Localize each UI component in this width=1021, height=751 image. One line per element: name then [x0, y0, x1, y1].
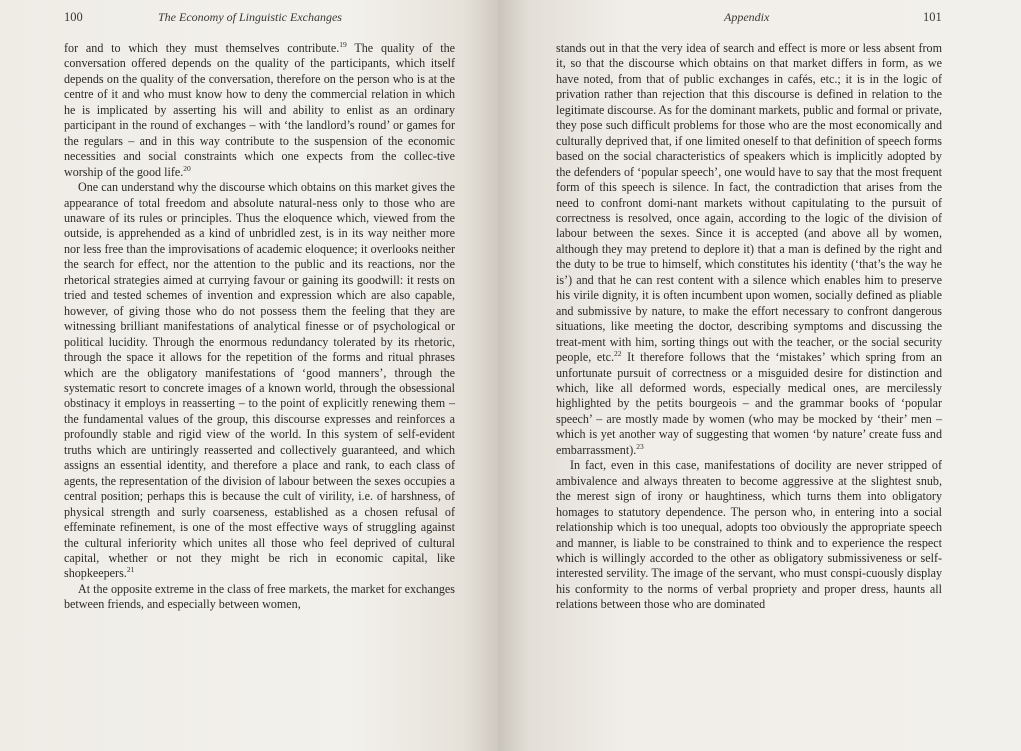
left-body-text	[64, 41, 455, 613]
right-paragraph-2: In fact, even in this case, manifestations of docility are never stripped of ambivalence and always threaten to become aggressive at the slightest snub, the merest sign of irony or haughtiness, which turns them into obligatory homages to statutory dependence. The person who, in entering into a social relationship which is too unequal, adopts too obviously the appropriate speech and manner, is liable to be constrained to think and to experience the respect which is willingly accorded to the other as obligatory submissiveness or self-interested servility. The image of the servant, who must conspi-cuously display his conformity to the norms of verbal propriety and proper dress, haunts all relations between those who are dominated	[556, 458, 942, 612]
footnote-ref-19: 19	[339, 40, 347, 49]
right-paragraph-1: stands out in that the very idea of search and effect is more or less absent from it, so that the discourse which obtains on that market differs in form, as we have noted, from that of public exchanges in cafés, etc.; it is in the logic of privation rather than rejection that this discourse is defined in relation to the legitimate discourse. As for the dominant markets, public and formal or private, they pose such difficult problems for those who are the most economically and culturally deprived that, if one limited oneself to that definition of speech forms based on the social characteristics of speakers which is implicitly adopted by the defenders of ‘popular speech’, one would have to say that the most frequent form of this speech is silence. In fact, the contradiction that arises from the need to confront domi-nant markets without capitulating to the pursuit of correctness is resolved, once again, according to the logic of the division of labour between the sexes. Since it is accepted (and above all by women, although they may pretend to deplore it) that a man is defined by the right and the duty to be true to himself, which constitutes his identity (‘that’s the way he is’) and that he can rest content with a silence which enables him to preserve his virile dignity, it is often incumbent upon women, socially defined as pliable and submissive by nature, to make the effort necessary to confront dangerous situations, like meeting the doctor, describing symptoms and discussing the treat-ment with him, sorting things out with the teacher, or the social security people, etc.$^{22}$ It therefore follows that the ‘mistakes’ which spring from an unfortunate pursuit of correctness or a misguided desire for distinction and which, like all deformed words, especially medical ones, are mercilessly highlighted by the petits bourgeois – and the grammar books of ‘popular speech’ – are mostly made by women (who may be mocked by ‘their’ men – which is yet another way of suggesting that women ‘by nature’ create fuss and embarrassment).$^{23}$	[556, 41, 942, 457]
left-page-number: 100	[64, 10, 83, 24]
left-running-head: The Economy of Linguistic Exchanges	[158, 10, 342, 24]
footnote-ref-21: 21	[126, 565, 135, 575]
footnote-ref-22: 22	[614, 349, 622, 359]
footnote-ref-20: 20	[183, 163, 191, 173]
left-page	[0, 0, 498, 751]
right-body-text	[556, 41, 942, 613]
left-paragraph-1: for and to which they must themselves contribute.$^{19}$ The quality of the conversation offered depends on the quality of the participants, which itself depends on the quality of the conversation, therefore on the person who is at the centre of it and who must know how to deny the commercial relation in which he is implicated by asserting his will and ability to enlist as an ordinary participant in the round of exchanges – with ‘the landlord’s round’ or games for the regulars – and in this way contribute to the suspension of the economic necessities and social constraints which one expects from the collec-tive worship of the good life.$^{20}$	[64, 40, 455, 179]
right-page-number: 101	[923, 10, 942, 24]
right-page	[498, 0, 1021, 751]
footnote-ref-23: 23	[636, 441, 644, 451]
left-paragraph-3: At the opposite extreme in the class of free markets, the market for exchanges between friends, and especially between women,	[64, 581, 455, 612]
right-running-head: Appendix	[724, 10, 770, 24]
left-paragraph-2: One can understand why the discourse which obtains on this market gives the appearance of total freedom and absolute natural-ness only to those who are unaware of its rules or principles. Thus the eloquence which, viewed from the outside, is apprehended as a kind of unbridled zest, is in its way neither more nor less free than the improvisations of academic eloquence; it overlooks neither the search for effect, nor the attention to the public and its reactions, nor the rhetorical strategies aimed at currying favour or gaining its goodwill: it rests on tried and tested schemes of invention and expression which are also capable, however, of giving those who do not possess them the feeling that they are witnessing brilliant manifestations of analytical finesse or of psychological or political lucidity. Through the enormous redundancy tolerated by its rhetoric, through the space it allows for the repetition of the forms and ritual phrases which are the obligatory manifestations of ‘good manners’, through the systematic resort to concrete images of a known world, through the obsessional obstinacy it employs in reasserting – to the point of explicitly renewing them – the fundamental values of the group, this discourse expresses and reinforces a profoundly stable and rigid view of the world. In this system of self-evident truths which are untiringly reasserted and collectively guaranteed, and which assigns an essential identity, and therefore a place and rank, to each class of agents, the representation of the division of labour between the sexes occupies a central position; perhaps this is because the cult of virility, i.e. of harshness, of physical strength and surly coarseness, established as a chosen refusal of effeminate refinement, is one of the most effective ways of struggling against the cultural inferiority which unites all those who feel deprived of cultural capital, whether or not they might be rich in economic capital, like shopkeepers.$^{21}$	[64, 180, 455, 581]
